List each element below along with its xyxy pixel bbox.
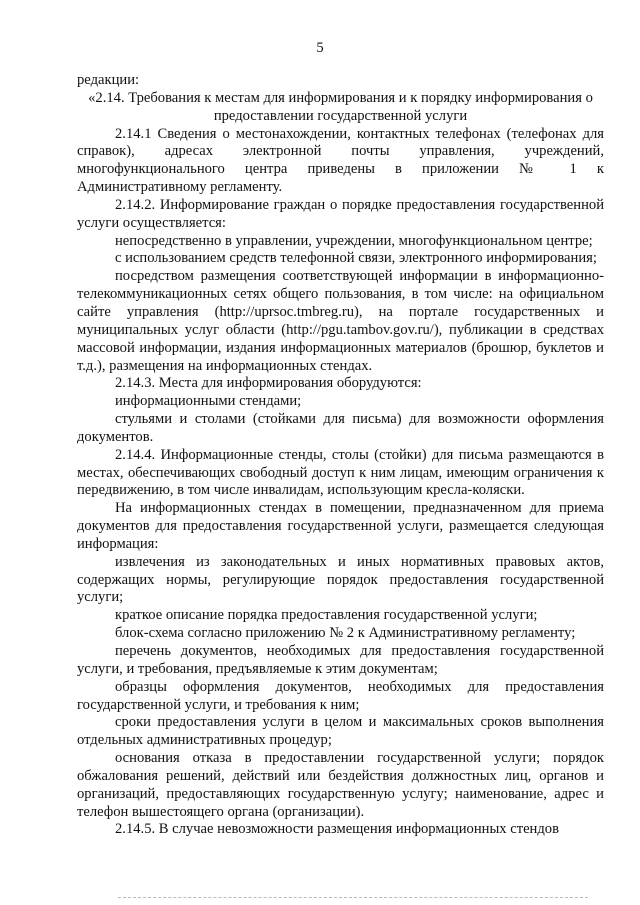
paragraph-3: 2.14.2. Информирование граждан о порядке предоставления государственной услуги осуществляется: (77, 196, 604, 231)
bottom-scan-line (118, 897, 588, 898)
paragraph-6: посредством размещения соответствующей информации в информационно-телекоммуникационных сетях общего пользования, в том числе: на официальном сайте управления (http://uprsoc.tmbreg.ru), на портале государственных и муниципальных услуг области (http://pgu.tambov.gov.ru/), публикации в средствах массовой информации, издания информационных материалов (брошюр, буклетов и т.д.), размещения на информационных стендах. (77, 268, 604, 374)
paragraph-17: сроки предоставления услуги в целом и максимальных сроков выполнения отдельных административных процедур; (77, 714, 604, 749)
document-body (77, 72, 604, 839)
paragraph-16: образцы оформления документов, необходимых для предоставления государственной услуги, и требования к ним; (77, 678, 604, 713)
paragraph-0: редакции: (77, 72, 140, 88)
paragraph-12: извлечения из законодательных и иных нормативных правовых актов, содержащих нормы, регулирующие порядок предоставления государственной услуги; (77, 553, 604, 606)
paragraph-19: 2.14.5. В случае невозможности размещения информационных стендов (115, 821, 559, 838)
page-number: 5 (316, 40, 324, 56)
paragraph-1: «2.14. Требования к местам для информирования и к порядку информирования о предоставлении государственной услуги (88, 89, 593, 124)
paragraph-14: блок-схема согласно приложению № 2 к Административному регламенту; (115, 625, 576, 642)
paragraph-5: с использованием средств телефонной связи, электронного информирования; (115, 250, 597, 267)
paragraph-15: перечень документов, необходимых для предоставления государственной услуги, и требования, предъявляемые к этим документам; (77, 643, 604, 677)
paragraph-9: стульями и столами (стойками для письма) для возможности оформления документов. (77, 411, 604, 445)
paragraph-13: краткое описание порядка предоставления государственной услуги; (115, 607, 538, 624)
paragraph-8: информационными стендами; (115, 393, 302, 410)
paragraph-18: основания отказа в предоставлении государственной услуги; порядок обжалования решений, действий или бездействия должностных лиц, органов и организаций, предоставляющих государственную услугу; наименование, адрес и телефон вышестоящего органа (организации). (77, 750, 604, 820)
paragraph-10: 2.14.4. Информационные стенды, столы (стойки) для письма размещаются в местах, обеспечивающих свободный доступ к ним лицам, имеющим ограничения к передвижению, в том числе инвалидам, использующим кресла-коляски. (77, 446, 604, 499)
paragraph-2: 2.14.1 Сведения о местонахождении, контактных телефонах (телефонах для справок), адресах электронной почты управления, учреждений, многофункционального центра приведены в приложении № 1 к Административному регламенту. (77, 125, 604, 196)
paragraph-4: непосредственно в управлении, учреждении, многофункциональном центре; (115, 232, 593, 249)
paragraph-7: 2.14.3. Места для информирования оборудуются: (115, 375, 422, 392)
paragraph-11: На информационных стендах в помещении, предназначенном для приема документов для предоставления государственной услуги, размещается следующая информация: (77, 500, 604, 552)
